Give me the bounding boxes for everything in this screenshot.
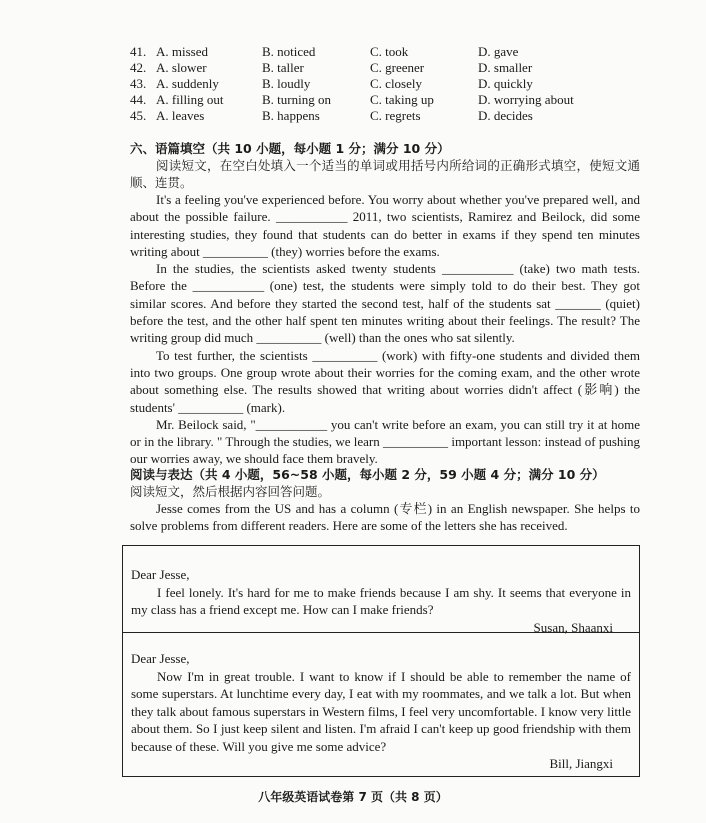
letter-signature: Bill, Jiangxi [549, 756, 613, 771]
letters-box [122, 545, 640, 777]
option-d: D. gave [478, 44, 519, 59]
option-a: A. filling out [156, 92, 224, 107]
section-instruction: 阅读短文，然后根据内容回答问题。 [130, 484, 331, 499]
option-row-44 [130, 92, 650, 108]
page-footer: 八年级英语试卷第 7 页（共 8 页） [258, 790, 448, 804]
letter-body: Now I'm in great trouble. I want to know if I should be able to remember the name of some superstars. At lunchtime every day, I eat with my roommates, and we talk a lot. But when they talk about famous superstars in Western films, I feel very uncomfortable. I know very little about them. So I just keep silent and listen. I'm afraid I can't keep up good friendship with them because of these. Will you give me some advice? [131, 668, 631, 754]
option-b: B. noticed [262, 44, 316, 59]
option-c: C. closely [370, 76, 422, 91]
question-number: 44. [130, 92, 147, 107]
option-a: A. slower [156, 60, 207, 75]
passage-paragraph: To test further, the scientists __________ (work) with fifty-one students and divided them into two groups. One group wrote about their worries for the coming exam, and the other wrote about something else. The results showed that writing about worries didn't affect (影响) the students' __________ (mark). [130, 347, 640, 415]
option-c: C. took [370, 44, 409, 59]
multiple-choice-options [130, 44, 650, 124]
option-b: B. turning on [262, 92, 331, 107]
option-c: C. taking up [370, 92, 434, 107]
letter-body: I feel lonely. It's hard for me to make friends because I am shy. It seems that everyone in my class has a friend except me. How can I make friends? [131, 584, 631, 617]
cloze-section [130, 140, 640, 468]
option-a: A. missed [156, 44, 208, 59]
option-c: C. regrets [370, 108, 421, 123]
question-number: 45. [130, 108, 147, 123]
letter-signature: Susan, Shaanxi [533, 619, 613, 635]
passage-paragraph: In the studies, the scientists asked twenty students ___________ (take) two math tests. Before the ___________ (one) test, the students were simply told to do their best. They got similar scores. And before they started the second test, half of the students sat _______ (quiet) before the test, and the other half spent ten minutes writing about their feelings. The result? The writing group did much __________ (well) than the ones who sat silently. [130, 261, 640, 346]
section-title: 阅读与表达（共 4 小题，56~58 小题，每小题 2 分，59 小题 4 分；满分 10 分） [130, 467, 605, 482]
option-b: B. loudly [262, 76, 311, 91]
option-row-43 [130, 76, 650, 92]
option-b: B. happens [262, 108, 320, 123]
passage-paragraph: Mr. Beilock said, "___________ you can't write before an exam, you can still try it at home or in the library. " Through the studies, we learn __________ important lesson: instead of pushing our worries away, we should face them bravely. [130, 416, 640, 467]
cloze-passage [130, 191, 640, 468]
option-a: A. leaves [156, 108, 205, 123]
option-d: D. quickly [478, 76, 533, 91]
option-d: D. worrying about [478, 92, 574, 107]
letter-1 [131, 566, 631, 636]
question-number: 42. [130, 60, 147, 75]
option-b: B. taller [262, 60, 304, 75]
passage-paragraph: It's a feeling you've experienced before. You worry about whether you've prepared well, and about the possible failure. ___________ 2011, two scientists, Ramirez and Beilock, did some interesting studies, they found that students can do better in exams if they spend ten minutes writing about __________ (they) worries before the exams. [130, 192, 640, 259]
option-row-41 [130, 44, 650, 60]
option-row-42 [130, 60, 650, 76]
letter-2 [131, 650, 631, 773]
option-c: C. greener [370, 60, 425, 75]
reading-section [130, 466, 640, 534]
option-row-45 [130, 108, 650, 124]
question-number: 43. [130, 76, 147, 91]
letter-greeting: Dear Jesse, [131, 567, 190, 582]
option-a: A. suddenly [156, 76, 219, 91]
option-d: D. decides [478, 108, 533, 123]
reading-intro: Jesse comes from the US and has a column (专栏) in an English newspaper. She helps to solve problems from different readers. Here are some of the letters she has received. [130, 501, 640, 533]
section-instruction: 阅读短文，在空白处填入一个适当的单词或用括号内所给词的正确形式填空，使短文通顺、连贯。 [130, 158, 640, 190]
question-number: 41. [130, 44, 147, 59]
letter-divider [123, 632, 639, 633]
section-title: 六、语篇填空（共 10 小题，每小题 1 分；满分 10 分） [130, 141, 450, 156]
letter-greeting: Dear Jesse, [131, 651, 190, 666]
option-d: D. smaller [478, 60, 533, 75]
